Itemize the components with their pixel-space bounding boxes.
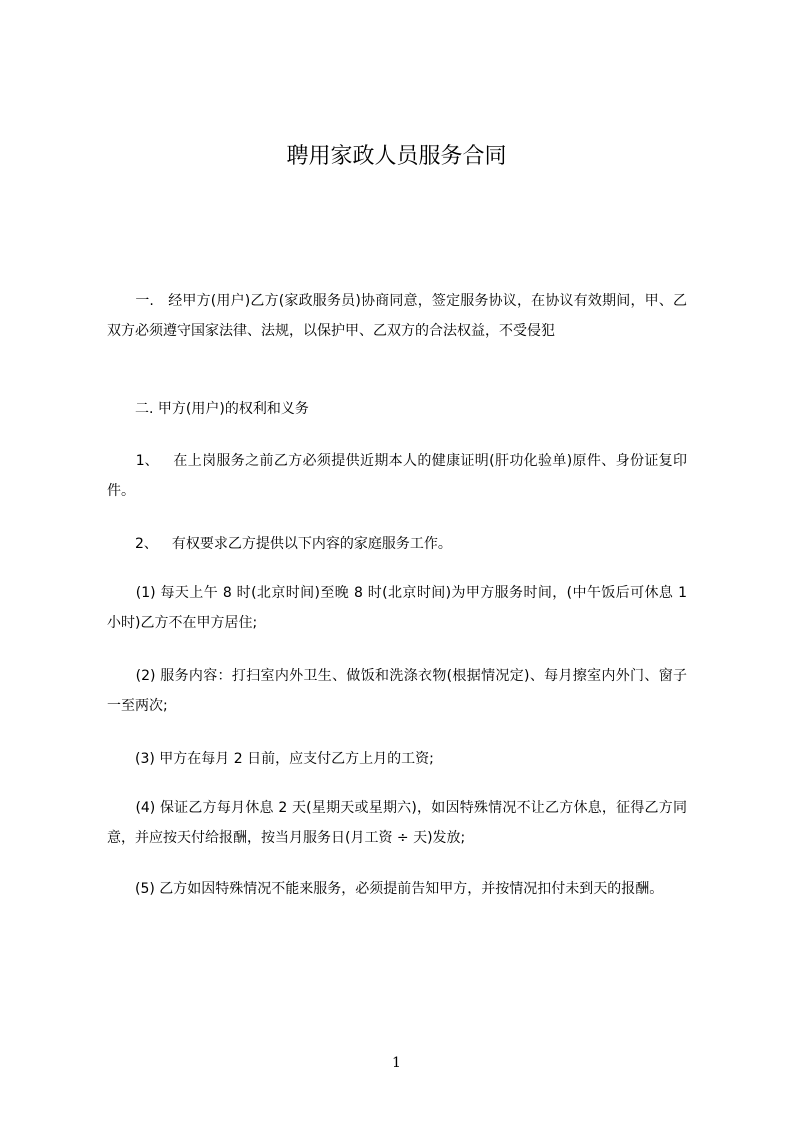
clause-marker: (4) <box>135 800 156 816</box>
clause-text: 甲方(用户)的权利和义务 <box>157 401 309 417</box>
clause-marker: (3) <box>135 751 155 767</box>
clause-text: 经甲方(用户)乙方(家政服务员)协商同意，签定服务协议，在协议有效期间，甲、乙双方必须遵守国家法律、法规，以保护甲、乙双方的合法权益，不受侵犯 <box>107 293 688 339</box>
item-4 <box>107 793 687 853</box>
clause-text: 保证乙方每月休息 2 天(星期天或星期六)，如因特殊情况不让乙方休息，征得乙方同意，并应按天付给报酬，按当月服务日(月工资 ÷ 天)发放; <box>107 800 687 846</box>
clause-text: 甲方在每月 2 日前，应支付乙方上月的工资; <box>159 751 434 767</box>
clause-text: 服务内容：打扫室内外卫生、做饭和洗涤衣物(根据情况定)、每月擦室内外门、窗子一至两次; <box>107 668 688 714</box>
clause-marker: (1) <box>135 585 156 601</box>
clause-text: 有权要求乙方提供以下内容的家庭服务工作。 <box>171 536 452 552</box>
page-number: 1 <box>392 1055 401 1071</box>
clause-2-2 <box>107 529 687 559</box>
clause-text: 乙方如因特殊情况不能来服务，必须提前告知甲方，并按情况扣付未到天的报酬。 <box>159 881 664 897</box>
document-title: 聘用家政人员服务合同 <box>286 144 507 169</box>
clause-marker: 1、 <box>135 453 159 469</box>
item-2 <box>107 661 687 721</box>
clause-text: 在上岗服务之前乙方必须提供近期本人的健康证明(肝功化验单)原件、身份证复印件。 <box>107 453 688 499</box>
clause-1 <box>107 286 687 346</box>
clause-marker: 2、 <box>135 536 158 552</box>
item-1 <box>107 578 687 638</box>
clause-marker: 一. <box>135 293 154 309</box>
item-5 <box>107 874 687 904</box>
clause-marker: (5) <box>135 881 155 897</box>
clause-text: 每天上午 8 时(北京时间)至晚 8 时(北京时间)为甲方服务时间，(中午饭后可休息 1 小时)乙方不在甲方居住; <box>107 585 688 631</box>
clause-marker: 二. <box>135 401 154 417</box>
section-heading-2 <box>107 394 687 424</box>
clause-2-1 <box>107 446 687 506</box>
clause-marker: (2) <box>135 668 156 684</box>
item-3 <box>107 744 687 774</box>
